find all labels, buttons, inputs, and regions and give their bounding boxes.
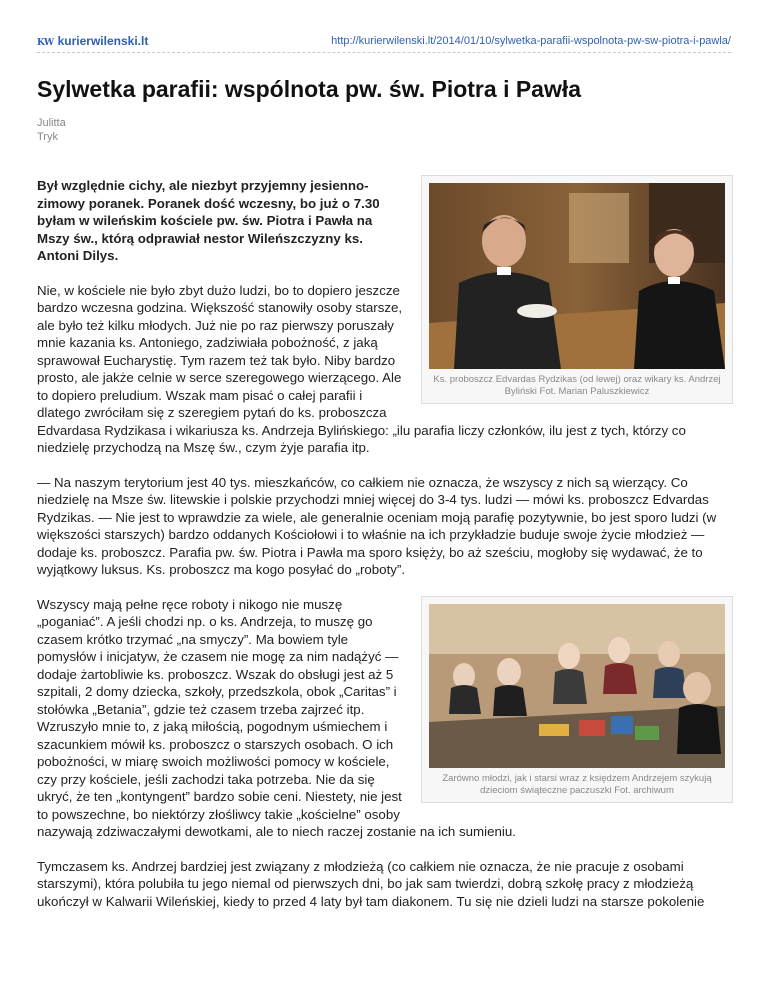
paragraph: Nie, w kościele nie było zbyt dużo ludzi, bo to dopiero jeszcze bardzo wczesna godzina. Większość stanowiły osoby starsze, ale było też kilku młodych. Już nie po raz pierwszy poruszały mnie kazania ks. Antoniego, zadziwiała pobożność, z jaką sprawował Eucharystię. Tym razem też tak było. Niby bardzo prosto, ale jakże celnie w serce szeregowego wierzącego. Ale to dopiero preludium. Wszak mam pisać o całej parafii i dlatego zwróciłam się z szeregiem pytań do ks. proboszcza Edvardasa Rydzikasa i wikariusza ks. Andrzeja Bylińskiego: „ilu parafia liczy członków, ilu jest z tych, którzy co niedzielę przychodzą na Mszę św., czym żyje parafia itp. bbox=[37, 282, 686, 455]
paragraph: — Na naszym terytorium jest 40 tys. mieszkańców, co całkiem nie oznacza, że wszyscy z nich są wierzący. Co niedzielę na Msze św. litewskie i polskie przychodzi mniej więcej do 3-4 tys. ludzi — mówi ks. proboszcz Edvardas Rydzikas. — Nie jest to wprawdzie za wiele, ale generalnie oceniam moją parafię pozytywnie, bo jest sporo ludzi (w większości starszych) bardzo oddanych Kościołowi i to właśnie na ich przykładzie buduje swoje życie młodzież — dodaje ks. proboszcz. Parafia pw. św. Piotra i Pawła ma sporo księży, bo aż sześciu, mogłoby się wydawać, że to wyjątkowy luksus. Ks. proboszcz ma kogo posyłać do „roboty”. bbox=[37, 474, 717, 577]
photo-priests bbox=[429, 183, 725, 369]
article-body bbox=[37, 177, 733, 927]
article-title: Sylwetka parafii: wspólnota pw. św. Piotra i Pawła bbox=[37, 76, 582, 102]
author-byline bbox=[37, 116, 66, 144]
photo-parcels bbox=[429, 604, 725, 768]
author-first-name: Julitta bbox=[37, 117, 66, 129]
site-name: kurierwilenski.lt bbox=[57, 34, 149, 48]
site-link[interactable] bbox=[37, 34, 148, 48]
figure-parcels bbox=[421, 596, 733, 803]
page-header bbox=[37, 28, 731, 53]
figure2-caption: Zarówno młodzi, jak i starsi wraz z księdzem Andrzejem szykują dzieciom świąteczne paczuszki Fot. archiwum bbox=[442, 772, 712, 796]
site-logo: KW bbox=[37, 38, 54, 48]
paragraph: Tymczasem ks. Andrzej bardziej jest związany z młodzieżą (co całkiem nie oznacza, że nie pracuje z osobami starszymi), która polubiła tu jego niemal od pierwszych dni, bo jak sam twierdzi, dobrą szkołę pracy z młodzieżą ukończył w Kalwarii Wileńskiej, kiedy to przed 4 laty był tam diakonem. Tu się nie dzieli ludzi na starsze pokolenie bbox=[37, 858, 705, 909]
author-last-name: Tryk bbox=[37, 131, 58, 143]
figure-priests bbox=[421, 175, 733, 404]
figure1-caption: Ks. proboszcz Edvardas Rydzikas (od lewej) oraz wikary ks. Andrzej Byliński Fot. Marian Paluszkiewicz bbox=[433, 374, 721, 397]
paragraph: Wszyscy mają pełne ręce roboty i nikogo nie muszę „poganiać”. A jeśli chodzi np. o ks. Andrzeja, to muszę go czasem krótko trzymać „na smyczy”. Ma bowiem tyle pomysłów i inicjatyw, że czasem nie mogę za nim nadążyć — dodaje żartobliwie ks. proboszcz. Wszak do obsługi jest aż 5 szpitali, 2 domy dziecka, szkoły, przedszkola, obok „Caritas” i stołówka „Betania”, gdzie też czasem trzeba zajrzeć itp. Wzruszyło mnie to, z jaką miłością, pogodnym uśmiechem i szacunkiem mówił ks. proboszcz o starszych osobach. O ich pobożności, w miarę swoich możliwości pomocy w kościele, czy przy kościele, jeśli zachodzi taka potrzeba. Nie da się ukryć, że ten „kontyngent” bardzo sobie ceni. Niestety, nie jest to powszechne, bo niektórzy złośliwcy takie „kościelne” osoby nazywają zdziwaczałymi dewotkami, ale to niech raczej zostanie na ich sumieniu. bbox=[37, 596, 516, 839]
article-url[interactable]: http://kurierwilenski.lt/2014/01/10/sylwetka-parafii-wspolnota-pw-sw-piotra-i-pawla/ bbox=[331, 35, 731, 47]
article-lead: Był względnie cichy, ale niezbyt przyjemny jesienno-zimowy poranek. Poranek dość wczesny, bo już o 7.30 byłam w wileńskim kościele pw. św. Piotra i Pawła na Mszy św., którą odprawiał nestor Wileńszczyzny ks. Antoni Dilys. bbox=[37, 178, 380, 263]
